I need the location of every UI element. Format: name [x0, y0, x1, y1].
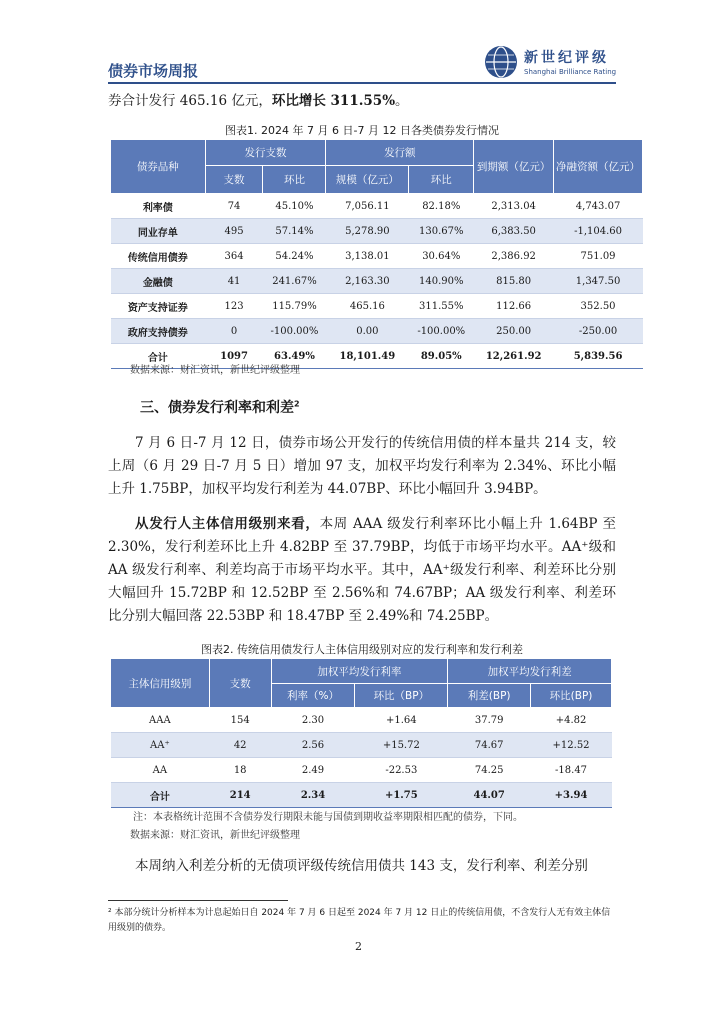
logo-english-name: Shanghai Brilliance Rating: [524, 68, 617, 76]
col-count: 支数: [205, 166, 263, 194]
table-row: 政府支持债券 0 -100.00% 0.00 -100.00% 250.00 -250.00: [111, 319, 643, 344]
table-row: 资产支持证券 123 115.79% 465.16 311.55% 112.66 352.50: [111, 294, 643, 319]
table1-caption: 图表1. 2024 年 7 月 6 日-7 月 12 日各类债券发行情况: [225, 124, 499, 137]
globe-logo-icon: [484, 45, 518, 79]
table-total-row: 合计 1097 63.49% 18,101.49 89.05% 12,261.92 5,839.56: [111, 344, 643, 369]
issuance-table: [110, 139, 643, 369]
col-weighted-rate: 加权平均发行利率: [271, 659, 448, 684]
col-spread: 利差(BP): [448, 684, 531, 708]
page-number: 2: [355, 940, 362, 953]
table-row: 同业存单 495 57.14% 5,278.90 130.67% 6,383.50 -1,104.60: [111, 219, 643, 244]
table-row: 传统信用债券 364 54.24% 3,138.01 30.64% 2,386.92 751.09: [111, 244, 643, 269]
col-rating: 主体信用级别: [111, 659, 210, 708]
paragraph-no-rating: 本周纳入利差分析的无债项评级传统信用债共 143 支，发行利率、利差分别: [135, 858, 588, 874]
col-bond-type: 债券品种: [111, 140, 206, 194]
table-row: 利率债 74 45.10% 7,056.11 82.18% 2,313.04 4,743.07: [111, 194, 643, 219]
paragraph-by-rating: 从发行人主体信用级别来看，本周 AAA 级发行利率环比小幅上升 1.64BP 至 2.30%，发行利差环比上升 4.82BP 至 37.79BP，均低于市场平均水平。AA⁺级和 AA 级发行利率、利差均高于市场平均水平。其中，AA⁺级发行利率、利差环比分别大幅回升 15.72BP 和 12.52BP 至 2.56%和 74.67BP；AA 级发行利率、利差环比分别大幅回落 22.53BP 和 18.47BP 至 2.49%和 74.25BP。: [108, 516, 616, 624]
col-net-financing: 净融资额（亿元）: [554, 140, 643, 194]
table-row: AA 18 2.49 -22.53 74.25 -18.47: [111, 758, 612, 783]
footnote: ² 本部分统计分析样本为计息起始日自 2024 年 7 月 6 日起至 2024 年 7 月 12 日止的传统信用债，不含发行人无有效主体信用级别的债券。: [108, 908, 611, 933]
header-divider: [108, 82, 616, 84]
logo-chinese-name: 新世纪评级: [524, 50, 609, 66]
table1-source: 数据来源：财汇资讯，新世纪评级整理: [130, 365, 300, 376]
brand-logo: [484, 45, 618, 81]
col-scale-mom: 环比: [409, 166, 474, 194]
col-rate: 利率（%）: [271, 684, 355, 708]
paragraph-overview: 7 月 6 日-7 月 12 日，债券市场公开发行的传统信用债的样本量共 214 支，较上周（6 月 29 日-7 月 5 日）增加 97 支，加权平均发行利率为 2.34%、环比小幅上升 1.75BP，加权平均发行利差为 44.07BP、环比小幅回升 3.94BP。: [108, 435, 616, 497]
table-row: 金融债 41 241.67% 2,163.30 140.90% 815.80 1,347.50: [111, 269, 643, 294]
table2-caption: 图表2. 传统信用债发行人主体信用级别对应的发行利率和发行利差: [201, 643, 523, 656]
col-issue-amount: 发行额: [326, 140, 474, 166]
table2-note: 注：本表格统计范围不含债券发行期限未能与国债到期收益率期限相匹配的债券，下同。: [133, 812, 523, 823]
table-row: AA⁺ 42 2.56 +15.72 74.67 +12.52: [111, 733, 612, 758]
col-count: 支数: [209, 659, 271, 708]
table-row: AAA 154 2.30 +1.64 37.79 +4.82: [111, 708, 612, 733]
report-title: 债券市场周报: [108, 62, 199, 80]
col-maturity: 到期额（亿元）: [474, 140, 554, 194]
col-scale: 规模（亿元）: [326, 166, 409, 194]
col-issue-count: 发行支数: [205, 140, 326, 166]
intro-line: 券合计发行 465.16 亿元，环比增长 311.55%。: [108, 93, 409, 109]
rating-spread-table: [110, 658, 612, 808]
section-heading: 三、债券发行利率和利差$^2$: [140, 399, 300, 416]
col-count-mom: 环比: [263, 166, 326, 194]
col-weighted-spread: 加权平均发行利差: [448, 659, 612, 684]
col-rate-mom: 环比（BP）: [355, 684, 448, 708]
col-spread-mom: 环比(BP): [531, 684, 612, 708]
table-total-row: 合计 214 2.34 +1.75 44.07 +3.94: [111, 783, 612, 808]
footnote-divider: [108, 900, 288, 901]
table2-source: 数据来源：财汇资讯，新世纪评级整理: [130, 830, 300, 841]
